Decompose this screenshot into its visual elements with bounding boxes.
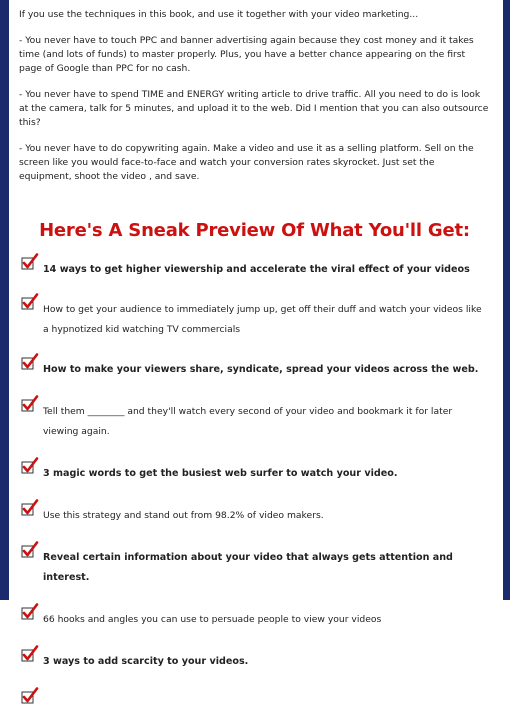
list-item-text: Tell them ________ and they'll watch every second of your video and bookmark it for later viewing again. <box>43 406 453 437</box>
list-item-text: Reveal certain information about your video that always gets attention and interest. <box>43 552 453 583</box>
list-item <box>19 257 490 277</box>
list-item <box>19 649 490 669</box>
list-item <box>19 503 490 523</box>
red-checkbox-icon <box>21 457 39 475</box>
list-item <box>19 357 490 377</box>
sneak-preview-headline: Here's A Sneak Preview Of What You'll Get: <box>39 220 470 241</box>
intro-text: If you use the techniques in this book, and use it together with your video marketing... <box>19 9 419 20</box>
list-item <box>19 545 490 585</box>
page-frame-right <box>503 0 510 600</box>
red-checkbox-icon <box>21 499 39 517</box>
benefit-paragraph: - You never have to spend TIME and ENERGY writing article to drive traffic. All you need to do is look at the camera, talk for 5 minutes, and upload it to the web. Did I mention that you can also outsource this? <box>19 89 489 128</box>
red-checkbox-icon <box>21 293 39 311</box>
red-checkbox-icon <box>21 353 39 371</box>
preview-list <box>19 257 490 669</box>
red-checkbox-icon <box>21 603 39 621</box>
list-item <box>19 297 490 337</box>
list-item-text: 66 hooks and angles you can use to persuade people to view your videos <box>43 614 382 625</box>
list-item <box>19 399 490 439</box>
content-column <box>19 0 490 691</box>
benefit-paragraph: - You never have to do copywriting again. Make a video and use it as a selling platform. Sell on the screen like you would face-to-face and watch your conversion rates skyrocket. Just set the equipment, shoot the video , and save. <box>19 143 474 182</box>
red-checkbox-icon <box>21 395 39 413</box>
list-item-text: How to make your viewers share, syndicate, spread your videos across the web. <box>43 364 479 375</box>
list-item-text: 3 ways to add scarcity to your videos. <box>43 656 249 667</box>
benefit-paragraph: - You never have to touch PPC and banner advertising again because they cost money and it takes time (and lots of funds) to master properly. Plus, you have a better chance appearing on the first page of Google than PPC for no cash. <box>19 35 474 74</box>
list-item-text: 14 ways to get higher viewership and accelerate the viral effect of your videos <box>43 264 470 275</box>
red-checkbox-icon <box>21 645 39 663</box>
list-item <box>19 607 490 627</box>
red-checkbox-icon <box>21 541 39 559</box>
list-item-text: Use this strategy and stand out from 98.2% of video makers. <box>43 510 324 521</box>
list-item-text: 3 magic words to get the busiest web surfer to watch your video. <box>43 468 398 479</box>
page-frame-left <box>0 0 9 600</box>
list-item-text: How to get your audience to immediately jump up, get off their duff and watch your videos like a hypnotized kid watching TV commercials <box>43 304 482 335</box>
red-checkbox-icon <box>21 687 39 705</box>
red-checkbox-icon <box>21 253 39 271</box>
list-item <box>19 461 490 481</box>
